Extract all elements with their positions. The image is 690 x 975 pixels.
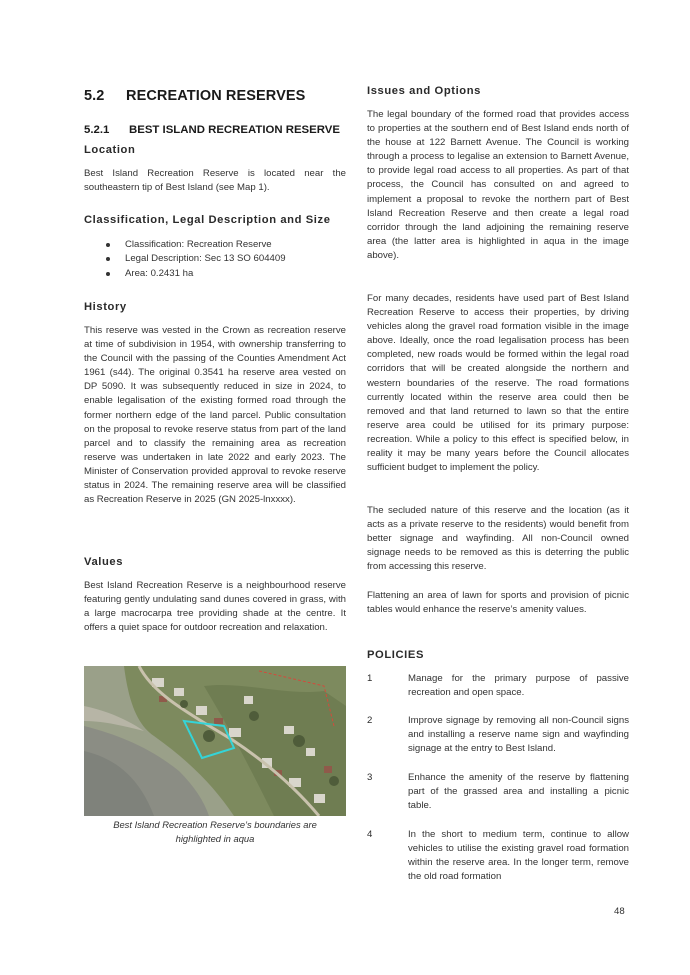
location-heading: Location bbox=[84, 144, 136, 156]
policy-number: 2 bbox=[367, 715, 373, 726]
area-item: Area: 0.2431 ha bbox=[84, 267, 346, 281]
issues-paragraph-1: The legal boundary of the formed road that provides access to properties at the southern end of Best Island ends north of the house at 122 Barnett Avenue. The Council is working through a process to legalise an extension to Barnett Avenue, to provide legal road access to all properties. As part of that process, the Council has consulted on and agreed to implement a proposal to revoke the northern part of Best Island Recreation Reserve and then create a legal road corridor through the land adjoining the remaining reserve area (the latter area is highlighted in aqua in the image above). bbox=[367, 109, 629, 261]
subsection-title: BEST ISLAND RECREATION RESERVE bbox=[129, 124, 340, 136]
history-heading: History bbox=[84, 301, 127, 313]
issues-paragraph-2: For many decades, residents have used part of Best Island Recreation Reserve to access their properties, by driving vehicles along the gravel road formation visible in the image above. Ideally, once the road legalisation process has been completed, new roads would be formed within the legal road corridors that will be created alongside the northern and western boundaries of the reserve. The road formations currently located within the reserve area could then be removed and that land returned to lawn so that the entire reserve area could be utilised for its primary purpose: recreation. While a policy to this effect is specified below, in reality it may be many years before the Council allocates sufficient budget to implement the policy. bbox=[367, 293, 629, 474]
policy-number: 4 bbox=[367, 829, 373, 840]
location-text: Best Island Recreation Reserve is located near the southeastern tip of Best Island (see Map 1). bbox=[84, 168, 346, 194]
figure-caption-line-2: highlighted in aqua bbox=[175, 832, 255, 844]
values-text: Best Island Recreation Reserve is a neighbourhood reserve featuring gently undulating sand dunes covered in grass, with a large macrocarpa tree providing shade at the centre. It offers a quiet space for outdoor recreation and relaxation. bbox=[84, 580, 346, 634]
classification-list bbox=[84, 238, 346, 281]
issues-paragraph-4: Flattening an area of lawn for sports and provision of picnic tables would enhance the reserve’s amenity values. bbox=[367, 590, 629, 616]
policies-heading: POLICIES bbox=[367, 649, 425, 661]
policy-item bbox=[367, 771, 629, 813]
policy-text: Enhance the amenity of the reserve by flattening part of the grassed area and installing a picnic table. bbox=[408, 772, 629, 812]
policy-number: 3 bbox=[367, 772, 373, 783]
aerial-photo bbox=[84, 666, 346, 816]
section-title: RECREATION RESERVES bbox=[126, 88, 306, 104]
policy-text: Manage for the primary purpose of passive recreation and open space. bbox=[408, 673, 629, 699]
policy-text: Improve signage by removing all non-Council signs and installing a reserve name sign and wayfinding signage at the entry to Best Island. bbox=[408, 715, 629, 755]
values-heading: Values bbox=[84, 556, 124, 568]
policy-item bbox=[367, 672, 629, 700]
figure-caption bbox=[84, 818, 346, 845]
issues-paragraph-3: The secluded nature of this reserve and the location (as it acts as a private reserve to the residents) would benefit from better signage and wayfinding. All non-Council owned signage needs to be removed as this is deterring the public from accessing this reserve. bbox=[367, 505, 629, 573]
subsection-heading bbox=[84, 124, 346, 136]
subsection-number: 5.2.1 bbox=[84, 124, 110, 136]
policy-item bbox=[367, 714, 629, 756]
policy-text: In the short to medium term, continue to allow vehicles to utilise the existing gravel road formation within the reserve area. In the longer term, remove the old road formation bbox=[408, 829, 629, 883]
section-number: 5.2 bbox=[84, 88, 105, 104]
policy-number: 1 bbox=[367, 673, 373, 684]
issues-heading: Issues and Options bbox=[367, 85, 481, 97]
page-number: 48 bbox=[614, 906, 625, 917]
legal-description-item: Legal Description: Sec 13 SO 604409 bbox=[84, 252, 346, 266]
history-text: This reserve was vested in the Crown as recreation reserve at time of subdivision in 1954, with ownership transferring to the Council with the passing of the Counties Amendment Act 1961 (s44). The original 0.3541 ha reserve area vested on DP 5090. It was subsequently reduced in size in 2024, to enable legalisation of the existing formed road through the former northern edge of the land parcel. Public consultation on the proposal to revoke reserve status from part of the land parcel and to classify the remaining area as recreation reserve was undertaken in late 2022 and early 2023. The Minister of Conservation provided approval to revoke reserve status in 2024. The remaining reserve area will be classified as Recreation Reserve in 2025 (GN 2025-lnxxxx). bbox=[84, 325, 346, 506]
classification-heading: Classification, Legal Description and Size bbox=[84, 214, 331, 226]
classification-item: Classification: Recreation Reserve bbox=[84, 238, 346, 252]
section-heading bbox=[84, 88, 346, 104]
policy-item bbox=[367, 828, 629, 884]
figure-caption-line-1: Best Island Recreation Reserve’s boundaries are bbox=[113, 819, 317, 830]
